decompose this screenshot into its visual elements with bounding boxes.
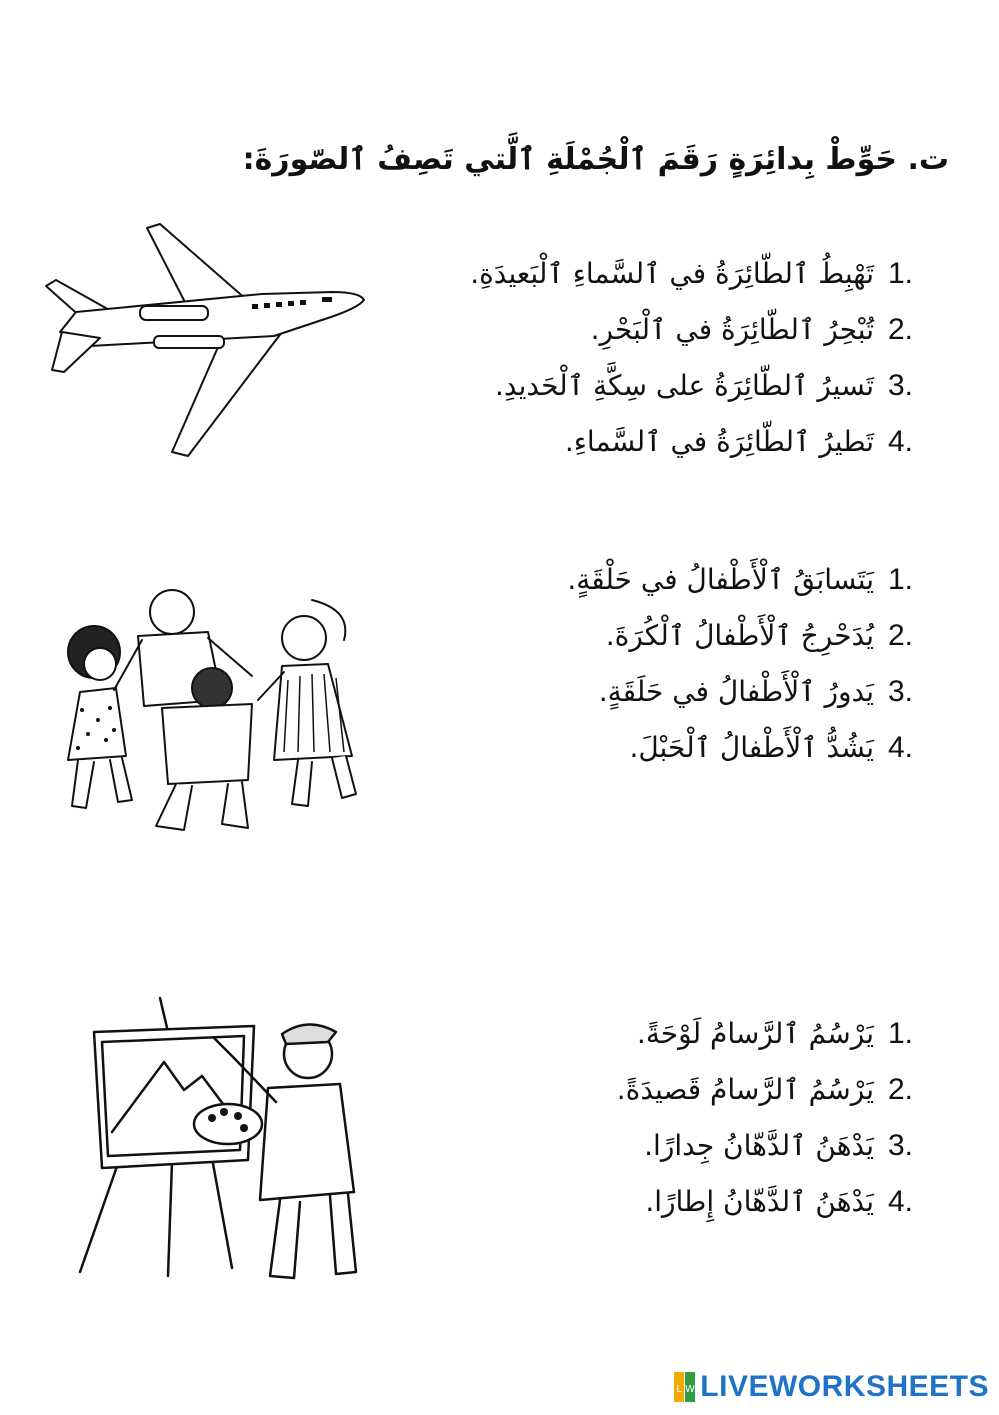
option-2[interactable] [404,302,924,358]
option-number: 2. [888,1073,914,1106]
liveworksheets-logo [674,1369,989,1405]
option-text: يُدَحْرِجُ ٱلْأَطْفالُ ٱلْكُرَةَ. [605,619,874,652]
option-text: يَرْسُمُ ٱلرَّسامُ قَصيدَةً. [616,1073,874,1106]
option-number: 4. [888,425,914,458]
airplane-icon [42,220,368,460]
option-4[interactable] [404,1174,924,1230]
option-1[interactable] [404,552,924,608]
option-text: يَرْسُمُ ٱلرَّسامُ لَوْحَةً. [636,1017,874,1050]
badge-letter-1: L [676,1384,683,1395]
options-list [404,552,924,776]
option-4[interactable] [404,414,924,470]
option-text: تَطيرُ ٱلطّائِرَةُ في ٱلسَّماءِ. [564,425,874,458]
option-3[interactable] [404,1118,924,1174]
option-text: يَدْهَنُ ٱلدَّهّانُ جِدارًا. [644,1129,874,1162]
option-1[interactable] [404,1006,924,1062]
option-text: يَدورُ ٱلْأَطْفالُ في حَلَقَةٍ. [598,675,874,708]
option-number: 2. [888,313,914,346]
option-number: 1. [888,257,914,290]
option-number: 2. [888,619,914,652]
option-number: 4. [888,731,914,764]
liveworksheets-badge-icon [674,1372,696,1402]
option-number: 3. [888,675,914,708]
option-number: 4. [888,1185,914,1218]
painter-easel-icon [72,992,358,1280]
option-text: يَتَسابَقُ ٱلْأَطْفالُ في حَلْقَةٍ. [567,563,874,596]
option-3[interactable] [404,358,924,414]
worksheet-instruction: ت. حَوِّطْ بِدائِرَةٍ رَقَمَ ٱلْجُمْلَةِ ٱلَّتي تَصِفُ ٱلصّورَةَ: [242,142,949,177]
options-list [404,246,924,470]
option-text: تُبْحِرُ ٱلطّائِرَةُ في ٱلْبَحْرِ. [590,313,874,346]
option-text: يَشُدُّ ٱلْأَطْفالُ ٱلْحَبْلَ. [629,731,874,764]
option-number: 3. [888,369,914,402]
option-3[interactable] [404,664,924,720]
option-number: 1. [888,1017,914,1050]
children-circle-icon [52,580,358,836]
options-list [404,1006,924,1230]
option-2[interactable] [404,608,924,664]
option-text: يَدْهَنُ ٱلدَّهّانُ إِطارًا. [645,1185,874,1218]
option-number: 1. [888,563,914,596]
brand-name: LIVEWORKSHEETS [700,1370,989,1403]
option-2[interactable] [404,1062,924,1118]
option-1[interactable] [404,246,924,302]
option-4[interactable] [404,720,924,776]
badge-letter-2: W [685,1384,696,1395]
option-text: تَسيرُ ٱلطّائِرَةُ على سِكَّةِ ٱلْحَديدِ. [495,369,874,402]
option-text: تَهْبِطُ ٱلطّائِرَةُ في ٱلسَّماءِ ٱلْبَعيدَةِ. [470,257,874,290]
option-number: 3. [888,1129,914,1162]
